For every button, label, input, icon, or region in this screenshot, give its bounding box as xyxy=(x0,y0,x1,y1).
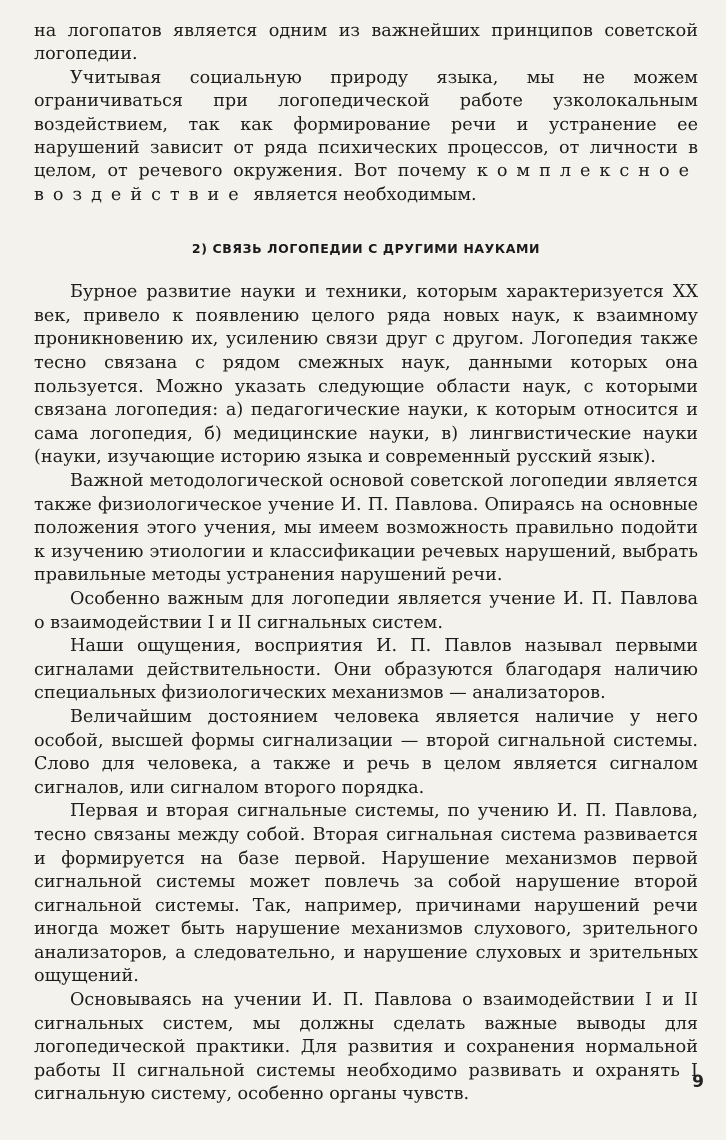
book-page xyxy=(34,20,698,1107)
section-body xyxy=(34,281,698,1107)
body-paragraph: Первая и вторая сигнальные системы, по учению И. П. Павлова, тесно связаны между собой. Вторая сигнальная система развивается и формируется на базе первой. Нарушение механизмов первой сигнальной системы может повлечь за собой нарушение второй сигнальной системы. Так, например, причинами нарушений речи иногда может быть нарушение механизмов слухового, зрительного анализаторов, а следовательно, и нарушение слуховых и зрительных ощущений. xyxy=(34,801,698,987)
intro-block xyxy=(34,20,698,207)
intro-paragraph-2-start: Учитывая социальную природу языка, мы не можем ограничиваться при логопедической работе узколокальным воздействием, так как формирование речи и устранение ее нарушений зависит от ряда психических процессов, от личности в целом, от речевого окружения. Вот почему xyxy=(34,67,698,182)
body-paragraph: Основываясь на учении И. П. Павлова о взаимодействии I и II сигнальных систем, мы должны сделать важные выводы для логопедической практики. Для развития и сохранения нормальной работы II сигнальной системы необходимо развивать и охранять I сигнальную систему, особенно органы чувств. xyxy=(34,990,698,1105)
intro-paragraph-2-end: является необходимым. xyxy=(247,184,477,205)
body-paragraph: Величайшим достоянием человека является наличие у него особой, высшей формы сигнализации — второй сигнальной системы. Слово для человека, а также и речь в целом является сигналом сигналов, или сигналом второго порядка. xyxy=(34,706,698,798)
intro-paragraph-2 xyxy=(34,67,698,207)
body-paragraph: Бурное развитие науки и техники, которым характеризуется XX век, привело к появлению целого ряда новых наук, к взаимному проникновению их, усилению связи друг с другом. Логопедия также тесно связана с рядом смежных наук, данными которых она пользуется. Можно указать следующие области наук, с которыми связана логопедия: а) педагогические науки, к которым относится и сама логопедия, б) медицинские науки, в) лингвистические науки (науки, изучающие историю языка и современный русский язык). xyxy=(34,282,698,468)
body-paragraph: Наши ощущения, восприятия И. П. Павлов называл первыми сигналами действительности. Они образуются благодаря наличию специальных физиологических механизмов — анализаторов. xyxy=(34,636,698,704)
body-paragraph: Особенно важным для логопедии является учение И. П. Павлова о взаимодействии I и II сигнальных систем. xyxy=(34,588,698,633)
page-number: 9 xyxy=(692,1072,704,1092)
section-heading: 2) СВЯЗЬ ЛОГОПЕДИИ С ДРУГИМИ НАУКАМИ xyxy=(191,241,541,257)
emphasized-term: комплексное воздействие xyxy=(34,161,698,205)
body-paragraph: Важной методологической основой советской логопедии является также физиологическое учение И. П. Павлова. Опираясь на основные положения этого учения, мы имеем возможность правильно подойти к изучению этиологии и классификации речевых нарушений, выбрать правильные методы устранения нарушений речи. xyxy=(34,471,698,586)
intro-paragraph-1: на логопатов является одним из важнейших принципов советской логопедии. xyxy=(34,21,698,65)
